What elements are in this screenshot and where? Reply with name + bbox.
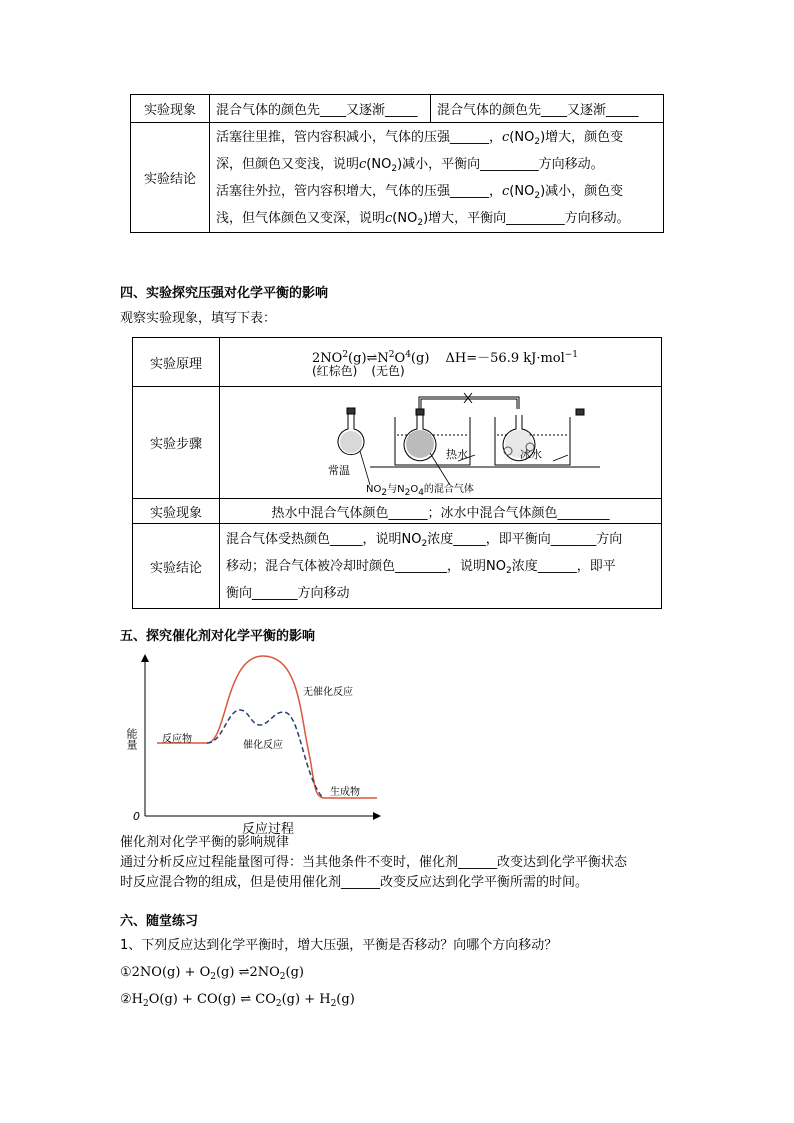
catalyst-rule-title: 催化剂对化学平衡的影响规律: [120, 835, 290, 850]
row-label-conclusion: 实验结论: [131, 123, 210, 233]
row-label-phenomenon: 实验现象: [131, 95, 210, 123]
energy-axis-label: 能量: [125, 728, 138, 750]
product-label: 生成物: [330, 787, 360, 798]
equilibrium-equation: $2NO^2(g)\rightleftharpoons N^2O^4(g)$ ΔH=－56.9 kJ·mol$^{-1}$: [312, 350, 579, 366]
catalyst-rule-line-1: 通过分析反应过程能量图可得：当其他条件不变时，催化剂______改变达到化学平衡状态: [120, 855, 628, 870]
process-axis-label: 反应过程: [242, 822, 295, 837]
catalyst-rule-line-2: 时反应混合物的组成，但是使用催化剂______改变反应达到化学平衡所需的时间。: [120, 875, 589, 890]
result-cell: 混合气体受热颜色_____，说明$NO_2$浓度_____，即平衡向_______方向 移动；混合气体被冷却时颜色________，说明$NO_2$浓度______，即平 衡向_______方向移动: [220, 524, 662, 609]
row-label-principle: 实验原理: [133, 338, 220, 387]
section-5-title: 五、探究催化剂对化学平衡的影响: [120, 629, 316, 644]
row-label-observation: 实验现象: [133, 499, 220, 524]
room-temp-flask: [338, 408, 364, 455]
section-4-title: 四、实验探究压强对化学平衡的影响: [120, 286, 329, 301]
uncatalyzed-curve: [157, 656, 377, 798]
steps-figure-cell: [220, 387, 662, 499]
catalyzed-label: 催化反应: [243, 740, 283, 751]
principle-cell: [220, 338, 662, 387]
observation-cell: 热水中混合气体颜色______；冰水中混合气体颜色________: [220, 499, 662, 524]
question-1-item-1: ①2NO(g) + $O_2(g)$ $\rightleftharpoons 2NO_2(g)$: [120, 965, 304, 982]
uncatalyzed-label: 无催化反应: [303, 687, 353, 698]
color-notes: (红棕色) (无色): [312, 364, 405, 378]
section-6-title: 六、随堂练习: [120, 914, 199, 929]
question-1-item-2: $②H_2O(g) + CO(g)$ ⇌ $CO_2(g) + H_2(g)$: [120, 992, 355, 1009]
origin-label: 0: [133, 810, 140, 823]
result-table-2: [132, 337, 662, 609]
reactant-label: 反应物: [162, 734, 192, 745]
catalyzed-curve: [207, 710, 323, 798]
label-hot-water: 热水: [446, 448, 468, 461]
connecting-tube: [419, 393, 519, 409]
label-gas-mixture: $NO_2$与$N_2O_4$的混合气体: [366, 484, 474, 498]
row-label-result: 实验结论: [133, 524, 220, 609]
label-ice-water: 冰水: [520, 448, 542, 461]
section-4-intro: 观察实验现象，填写下表：: [120, 311, 277, 326]
label-room-temp: 常温: [328, 464, 350, 477]
row-label-steps: 实验步骤: [133, 387, 220, 499]
phenomenon-cell-b: 混合气体的颜色先____又逐渐_____: [431, 95, 664, 123]
conclusion-cell: 活塞往里推，管内容积减小，气体的压强______，$c(NO_2)$增大，颜色变 深，但颜色又变浅，说明$c(NO_2)$减小，平衡向_________方向移动。 活塞往外拉，管内容积增大，气体的压强______，$c(NO_2)$减小，颜色变 浅，但气体颜色又变深，说明$c(NO_2)$增大，平衡向_________方向移动。: [210, 123, 664, 233]
result-table-1: [130, 94, 664, 233]
energy-diagram: [115, 648, 385, 838]
phenomenon-cell-a: 混合气体的颜色先____又逐渐_____: [210, 95, 431, 123]
question-1: 1、下列反应达到化学平衡时，增大压强，平衡是否移动？向哪个方向移动？: [120, 938, 558, 953]
